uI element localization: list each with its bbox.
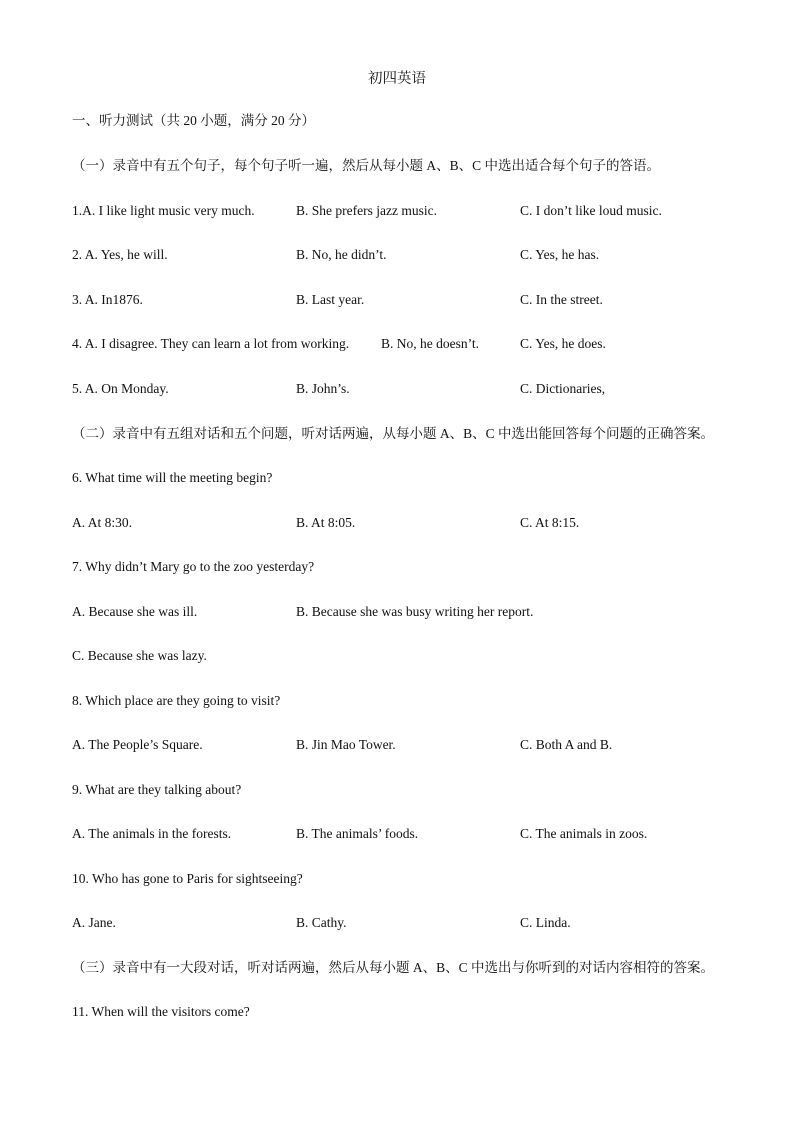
q1-option-b: B. She prefers jazz music.: [296, 203, 437, 218]
q4-option-b: B. No, he doesn’t.: [381, 336, 479, 351]
q4-option-c: C. Yes, he does.: [520, 336, 606, 351]
q3-option-b: B. Last year.: [296, 292, 365, 307]
q2-option-c: C. Yes, he has.: [520, 247, 600, 262]
q10-stem: 10. Who has gone to Paris for sightseeing?: [72, 871, 303, 886]
q9-option-c: C. The animals in zoos.: [520, 826, 648, 841]
page-title: 初四英语: [368, 71, 426, 87]
q8-option-a: A. The People’s Square.: [72, 737, 203, 752]
q3-option-a: 3. A. In1876.: [72, 292, 143, 307]
q6-option-a: A. At 8:30.: [72, 515, 133, 530]
q8-option-c: C. Both A and B.: [520, 737, 613, 752]
q5-option-c: C. Dictionaries,: [520, 381, 606, 396]
q2-option-b: B. No, he didn’t.: [296, 247, 387, 262]
q11-stem: 11. When will the visitors come?: [72, 1004, 250, 1019]
q9-option-a: A. The animals in the forests.: [72, 826, 232, 841]
q1-option-a: 1.A. I like light music very much.: [72, 203, 255, 218]
q10-option-a: A. Jane.: [72, 915, 116, 930]
section-heading: 一、听力测试（共 20 小题，满分 20 分）: [72, 113, 315, 128]
q8-option-b: B. Jin Mao Tower.: [296, 737, 396, 752]
part1-instruction: （一）录音中有五个句子，每个句子听一遍，然后从每小题 A、B、C 中选出适合每个句子的答语。: [72, 158, 661, 173]
q9-stem: 9. What are they talking about?: [72, 782, 242, 797]
q2-option-a: 2. A. Yes, he will.: [72, 247, 168, 262]
q7-stem: 7. Why didn’t Mary go to the zoo yesterday?: [72, 559, 315, 574]
q6-stem: 6. What time will the meeting begin?: [72, 470, 273, 485]
q1-option-c: C. I don’t like loud music.: [520, 203, 662, 218]
q9-option-b: B. The animals’ foods.: [296, 826, 419, 841]
q7-option-c: C. Because she was lazy.: [72, 648, 207, 663]
part3-instruction: （三）录音中有一大段对话，听对话两遍，然后从每小题 A、B、C 中选出与你听到的对话内容相符的答案。: [72, 960, 715, 975]
q10-option-c: C. Linda.: [520, 915, 571, 930]
q5-option-a: 5. A. On Monday.: [72, 381, 169, 396]
q4-option-a: 4. A. I disagree. They can learn a lot from working.: [72, 336, 350, 351]
q8-stem: 8. Which place are they going to visit?: [72, 693, 281, 708]
q5-option-b: B. John’s.: [296, 381, 350, 396]
q6-option-c: C. At 8:15.: [520, 515, 580, 530]
q6-option-b: B. At 8:05.: [296, 515, 356, 530]
q3-option-c: C. In the street.: [520, 292, 603, 307]
q7-option-a: A. Because she was ill.: [72, 604, 198, 619]
q7-option-b: B. Because she was busy writing her report.: [296, 604, 534, 619]
part2-instruction: （二）录音中有五组对话和五个问题，听对话两遍，从每小题 A、B、C 中选出能回答每个问题的正确答案。: [72, 426, 715, 441]
q10-option-b: B. Cathy.: [296, 915, 347, 930]
